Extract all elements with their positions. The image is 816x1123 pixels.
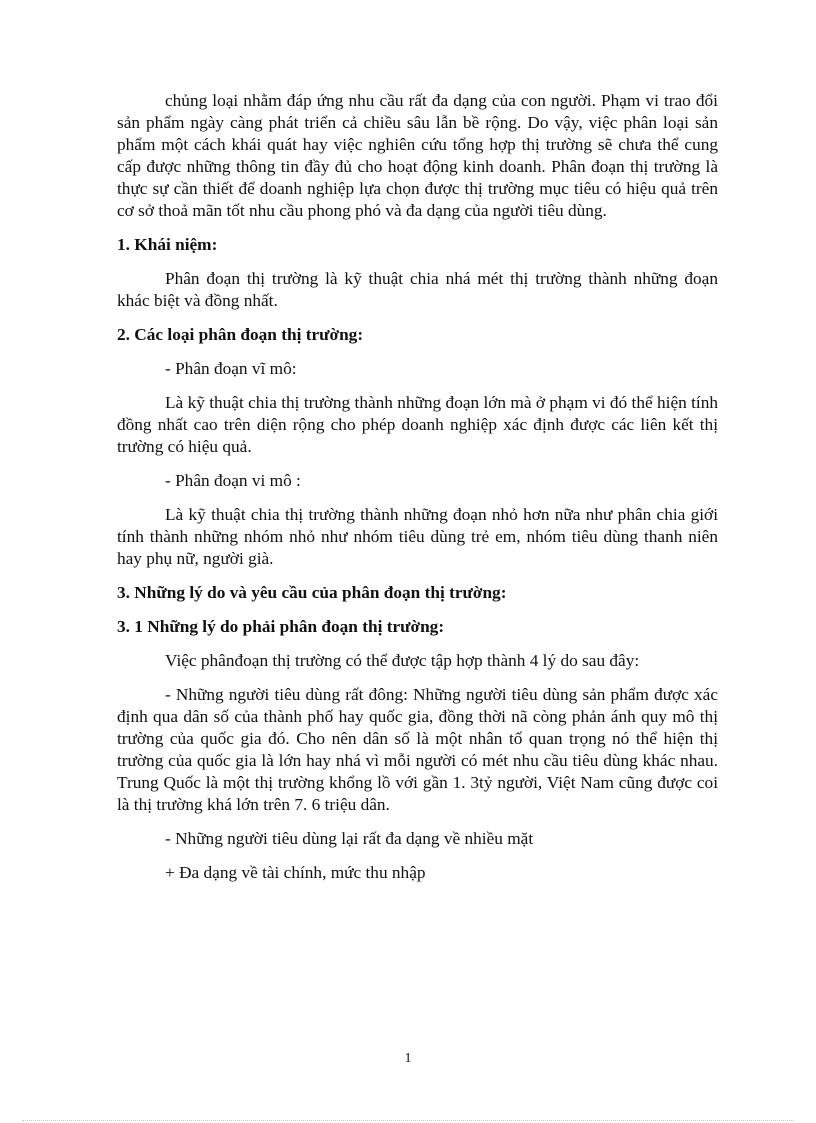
heading-cac-loai: 2. Các loại phân đoạn thị trường: bbox=[117, 325, 364, 344]
page-bottom-divider bbox=[22, 1120, 794, 1121]
list-item-vi-mo-macro: - Phân đoạn vĩ mô: bbox=[165, 359, 297, 378]
heading-ly-do-yeu-cau: 3. Những lý do và yêu cầu của phân đoạn thị trường: bbox=[117, 583, 507, 602]
paragraph-four-reasons: Việc phânđoạn thị trường có thể được tập hợp thành 4 lý do sau đây: bbox=[165, 651, 640, 670]
list-item-vi-mo-micro: - Phân đoạn vi mô : bbox=[165, 471, 301, 490]
list-item-financial-diversity: + Đa dạng về tài chính, mức thu nhập bbox=[165, 863, 426, 882]
document-page bbox=[117, 90, 718, 896]
heading-khai-niem: 1. Khái niệm: bbox=[117, 235, 218, 254]
list-item-consumers-numerous: - Những người tiêu dùng rất đông: Những người tiêu dùng sản phẩm được xác định qua dân số của thành phố hay quốc gia, đồng thời nã còng phản ánh quy mô thị trường của quốc gia đó. Cho nên dân số là một nhân tố quan trọng nó thể hiện thị trường của quốc gia là lớn hay nhá vì mỗi người có mét nhu cầu tiêu dùng khác nhau. Trung Quốc là một thị trường khổng lồ với gần 1. 3tỷ người, Việt Nam cũng được coi là thị trường khá lớn trên 7. 6 triệu dân. bbox=[117, 685, 718, 814]
list-item-consumers-diverse: - Những người tiêu dùng lại rất đa dạng về nhiều mặt bbox=[165, 829, 534, 848]
paragraph-micro-description: Là kỹ thuật chia thị trường thành những đoạn nhỏ hơn nữa như phân chia giới tính thành những nhóm nhỏ như nhóm tiêu dùng trẻ em, nhóm tiêu dùng thanh niên hay phụ nữ, người già. bbox=[117, 505, 718, 568]
paragraph-intro: chủng loại nhằm đáp ứng nhu cầu rất đa dạng của con người. Phạm vi trao đổi sản phẩm ngày càng phát triển cả chiều sâu lẫn bề rộng. Do vậy, việc phân loại sản phẩm một cách khái quát hay việc nghiên cứu tổng hợp thị trường sẽ chưa thể cung cấp được những thông tin đầy đủ cho hoạt động kinh doanh. Phân đoạn thị trường là thực sự cần thiết để doanh nghiệp lựa chọn được thị trường mục tiêu có hiệu quả trên cơ sở thoả mãn tốt nhu cầu phong phó và đa dạng của người tiêu dùng. bbox=[117, 91, 718, 220]
heading-ly-do: 3. 1 Những lý do phải phân đoạn thị trường: bbox=[117, 617, 445, 636]
paragraph-macro-description: Là kỹ thuật chia thị trường thành những đoạn lớn mà ở phạm vi đó thể hiện tính đồng nhất cao trên diện rộng cho phép doanh nghiệp xác định được các liên kết thị trường có hiệu quả. bbox=[117, 393, 718, 456]
paragraph-definition: Phân đoạn thị trường là kỹ thuật chia nhá mét thị trường thành những đoạn khác biệt và đồng nhất. bbox=[117, 269, 718, 310]
page-number: 1 bbox=[404, 1051, 412, 1066]
